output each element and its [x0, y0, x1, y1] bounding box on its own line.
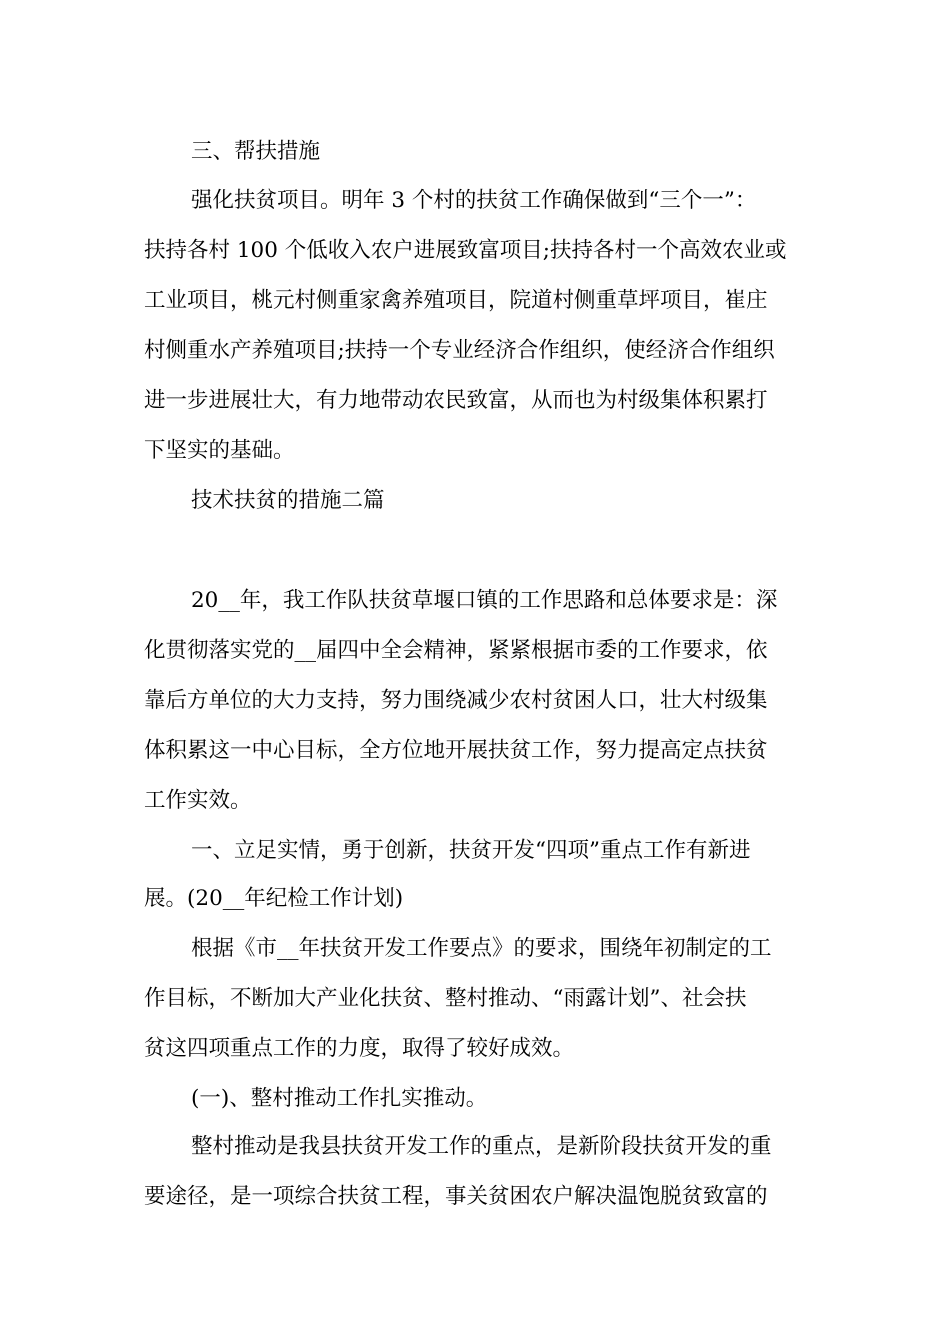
paragraph-line: 贫这四项重点工作的力度，取得了较好成效。: [144, 1036, 575, 1061]
paragraph-line: 强化扶贫项目。明年 3 个村的扶贫工作确保做到“三个一”：: [191, 188, 757, 213]
subtitle: 技术扶贫的措施二篇: [191, 488, 385, 513]
paragraph-line: 工业项目，桃元村侧重家禽养殖项目，院道村侧重草坪项目，崔庄: [144, 288, 768, 313]
paragraph-line: 村侧重水产养殖项目;扶持一个专业经济合作组织，使经济合作组织: [144, 338, 775, 363]
paragraph-line: 一、立足实情，勇于创新，扶贫开发“四项”重点工作有新进: [191, 838, 751, 863]
paragraph-line: 靠后方单位的大力支持，努力围绕减少农村贫困人口，壮大村级集: [144, 688, 768, 713]
paragraph-line: 作目标，不断加大产业化扶贫、整村推动、“雨露计划”、社会扶: [144, 986, 747, 1011]
paragraph-line: 体积累这一中心目标，全方位地开展扶贫工作，努力提高定点扶贫: [144, 738, 768, 763]
paragraph-line: 下坚实的基础。: [144, 438, 295, 463]
paragraph-line: 进一步进展壮大，有力地带动农民致富，从而也为村级集体积累打: [144, 388, 768, 413]
paragraph-line: 展。(20__年纪检工作计划): [144, 886, 404, 911]
paragraph-line: 要途径，是一项综合扶贫工程，事关贫困农户解决温饱脱贫致富的: [144, 1184, 768, 1209]
paragraph-line: 根据《市__年扶贫开发工作要点》的要求，围绕年初制定的工: [191, 936, 772, 961]
paragraph-line: 整村推动是我县扶贫开发工作的重点，是新阶段扶贫开发的重: [191, 1134, 772, 1159]
paragraph-line: 扶持各村 100 个低收入农户进展致富项目;扶持各村一个高效农业或: [144, 238, 787, 263]
paragraph-line: 化贯彻落实党的__届四中全会精神，紧紧根据市委的工作要求，依: [144, 638, 768, 663]
paragraph-line: 20__年，我工作队扶贫草堰口镇的工作思路和总体要求是：深: [191, 588, 778, 613]
section-heading: 三、帮扶措施: [191, 139, 321, 164]
paragraph-line: 工作实效。: [144, 788, 252, 813]
paragraph-line: (一)、整村推动工作扎实推动。: [191, 1086, 488, 1111]
